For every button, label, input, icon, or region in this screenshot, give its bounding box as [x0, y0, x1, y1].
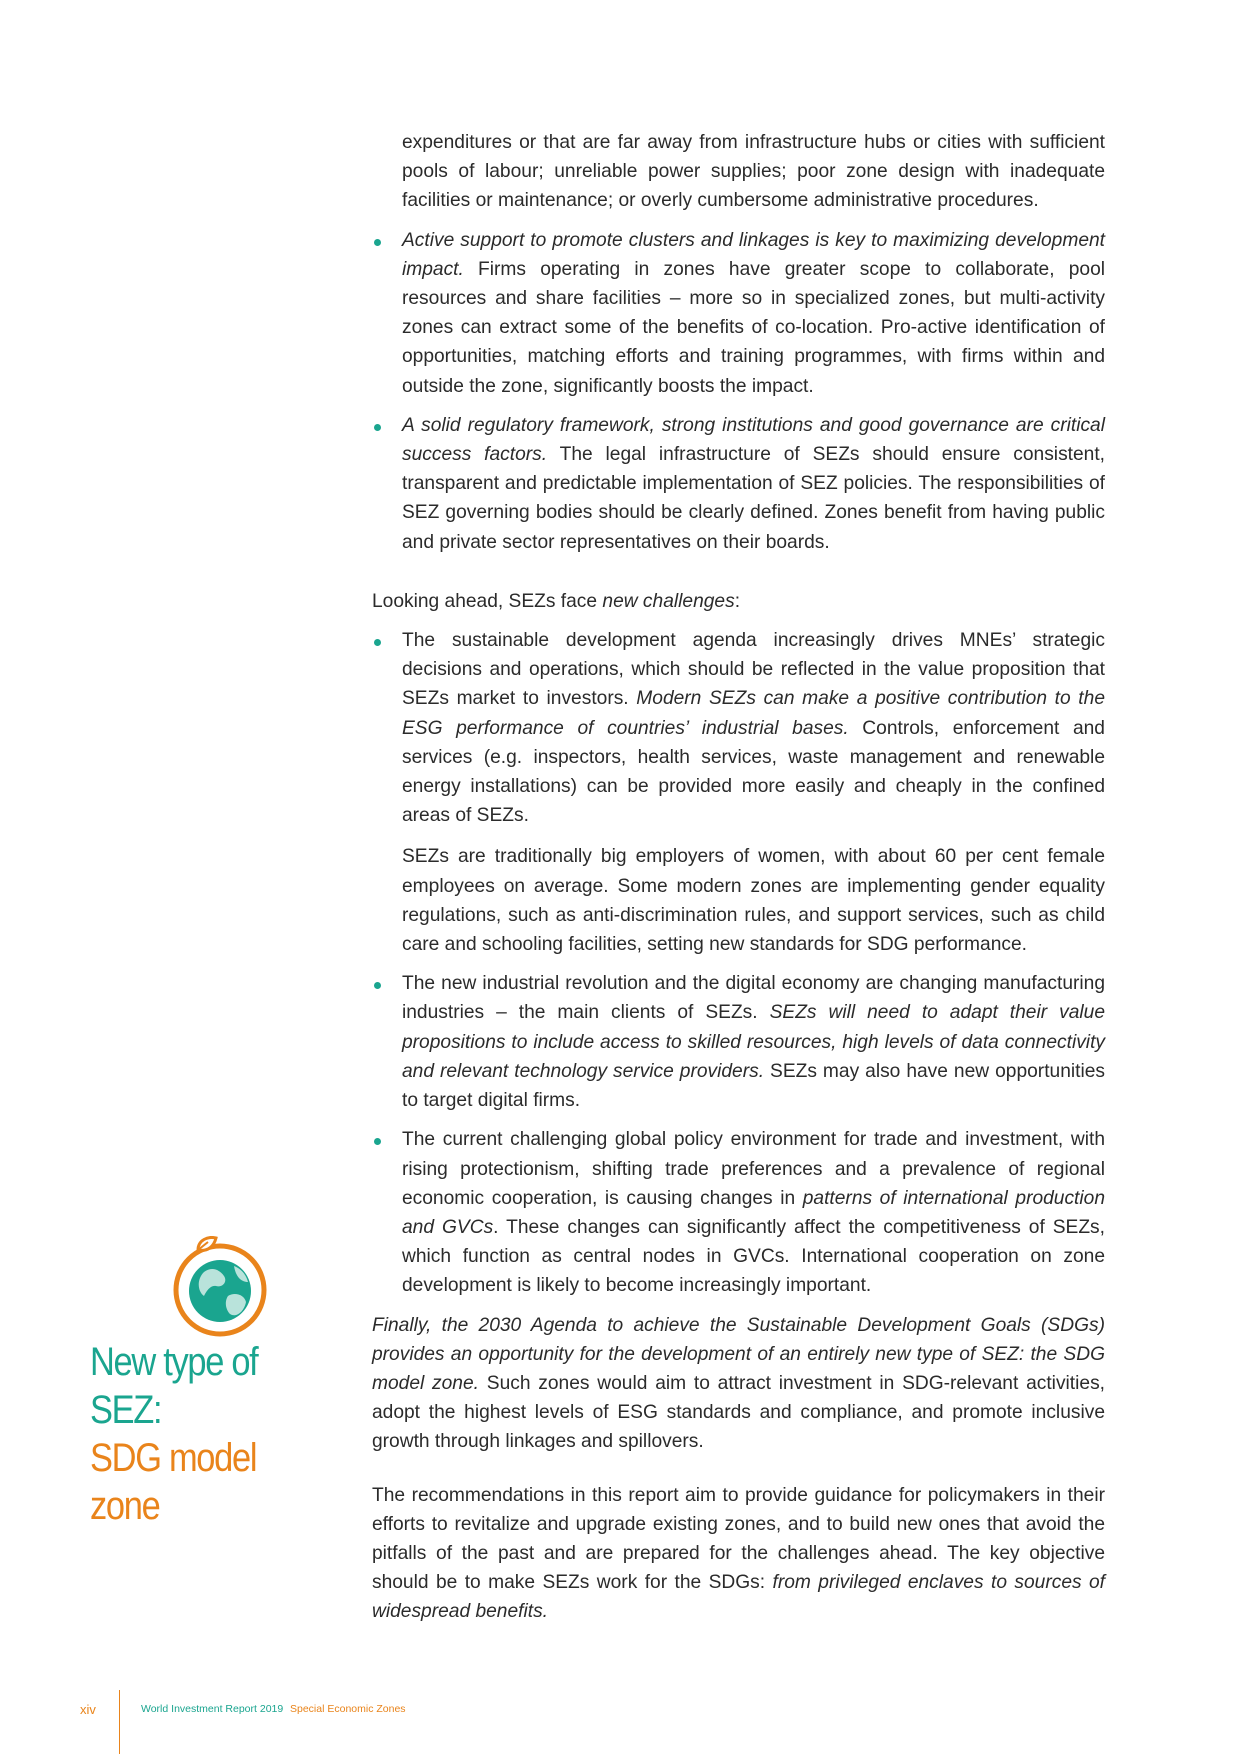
bullet-emphasis: Active support to promote clusters and linkages is key to maximizing development impact.: [402, 229, 1105, 280]
lead-text: Looking ahead, SEZs face: [372, 590, 603, 612]
bullet-dot: [374, 982, 381, 989]
page-number: xiv: [80, 1702, 96, 1717]
bullet-item: [372, 1125, 1105, 1300]
bullet-dot: [374, 239, 381, 246]
bullet-body: The legal infrastructure of SEZs should ensure consistent, transparent and predictable implementation of SEZ policies. The responsibilities of SEZ governing bodies should be clearly defined. Zones benefit from having public and private sector representatives on their boards.: [402, 444, 1106, 553]
bullet-body: The new industrial revolution and the digital economy are changing manufacturing industries – the main clients of SEZs.: [402, 973, 1105, 1024]
bullet-body: SEZs may also have new opportunities to target digital firms.: [402, 1060, 1105, 1112]
bullet-text: [402, 226, 1105, 401]
bullet-text-continued: SEZs are traditionally big employers of women, with about 60 per cent female employees on average. Some modern zones are implementing gender equality regulations, such as anti-discrimination rules, and support services, such as child care and schooling facilities, setting new standards for SDG performance.: [402, 846, 1105, 956]
lead-colon: :: [734, 590, 741, 612]
bullet-body: The current challenging global policy environment for trade and investment, with rising protectionism, shifting trade preferences and a prevalence of regional economic cooperation, is causing changes in: [402, 1129, 1105, 1209]
sidebar-heading-line1: New type of SEZ:: [90, 1340, 258, 1432]
paragraph-emphasis: from privileged enclaves to sources of widespread benefits.: [372, 1572, 1105, 1623]
bullet-dot: [374, 1138, 381, 1145]
paragraph-emphasis: Finally, the 2030 Agenda to achieve the Sustainable Development Goals (SDGs) provides an opportunity for the development of an entirely new type of SEZ: the SDG model zone.: [372, 1314, 1105, 1394]
recommendations-paragraph: [372, 1481, 1105, 1627]
globe-leaf-icon: [168, 1236, 272, 1340]
bullet-emphasis: Modern SEZs can make a positive contribution to the ESG performance of countries’ industrial bases.: [402, 688, 1105, 739]
footer-report-title: World Investment Report 2019: [141, 1703, 284, 1715]
page-footer: [0, 1690, 1240, 1754]
bullet-dot: [374, 424, 381, 431]
sidebar-heading-line2: SDG model zone: [90, 1436, 257, 1528]
bullet-text: [402, 626, 1105, 830]
bullet-emphasis: SEZs will need to adapt their value propositions to include access to skilled resources, high levels of data connectivity and relevant technology service providers.: [402, 1002, 1105, 1082]
bullet-item: [372, 411, 1105, 557]
main-text: [372, 128, 1105, 1627]
footer-report-subtitle: Special Economic Zones: [290, 1703, 406, 1715]
bullet-body: Firms operating in zones have greater scope to collaborate, pool resources and share facilities – more so in specialized zones, but multi-activity zones can extract some of the benefits of co-location. Pro-active identification of opportunities, matching efforts and training programmes, with firms within and outside the zone, significantly boosts the impact.: [402, 258, 1105, 397]
bullet-body: The sustainable development agenda increasingly drives MNEs’ strategic decisions and operations, which should be reflected in the value proposition that SEZs market to investors.: [402, 630, 1105, 710]
sidebar-heading: [90, 1338, 314, 1530]
paragraph-body: The recommendations in this report aim to provide guidance for policymakers in their efforts to revitalize and upgrade existing zones, and to build new ones that avoid the pitfalls of the past and are prepared for the challenges ahead. The key objective should be to make SEZs work for the SDGs:: [372, 1484, 1105, 1594]
bullet-body: . These changes can significantly affect the competitiveness of SEZs, which function as central nodes in GVCs. International cooperation on zone development is likely to become increasingly important.: [402, 1216, 1105, 1297]
bullet-item: [372, 626, 1105, 959]
bullet-item: [372, 226, 1105, 401]
bullet-emphasis: patterns of international production and GVCs: [402, 1187, 1105, 1238]
lead-emphasis: new challenges: [602, 590, 735, 612]
paragraph-body: Such zones would aim to attract investment in SDG-relevant activities, adopt the highest levels of ESG standards and compliance, and promote inclusive growth through linkages and spillovers.: [372, 1372, 1105, 1453]
bullet-text: [402, 969, 1105, 1115]
continued-paragraph: expenditures or that are far away from infrastructure hubs or cities with sufficient pools of labour; unreliable power supplies; poor zone design with inadequate facilities or maintenance; or overly cumbersome administrative procedures.: [402, 132, 1105, 212]
bullet-item: [372, 969, 1105, 1115]
bullet-dot: [374, 639, 381, 646]
bullet-emphasis: A solid regulatory framework, strong institutions and good governance are critical success factors.: [402, 414, 1105, 466]
challenges-lead: [372, 587, 1105, 616]
bullet-body: Controls, enforcement and services (e.g. inspectors, health services, waste management and renewable energy installations) can be provided more easily and cheaply in the confined areas of SEZs.: [402, 717, 1105, 827]
bullet-text: [402, 1125, 1105, 1300]
footer-divider: [119, 1690, 120, 1754]
bullet-text: [402, 411, 1105, 557]
sdg-model-zone-paragraph: [372, 1311, 1105, 1457]
